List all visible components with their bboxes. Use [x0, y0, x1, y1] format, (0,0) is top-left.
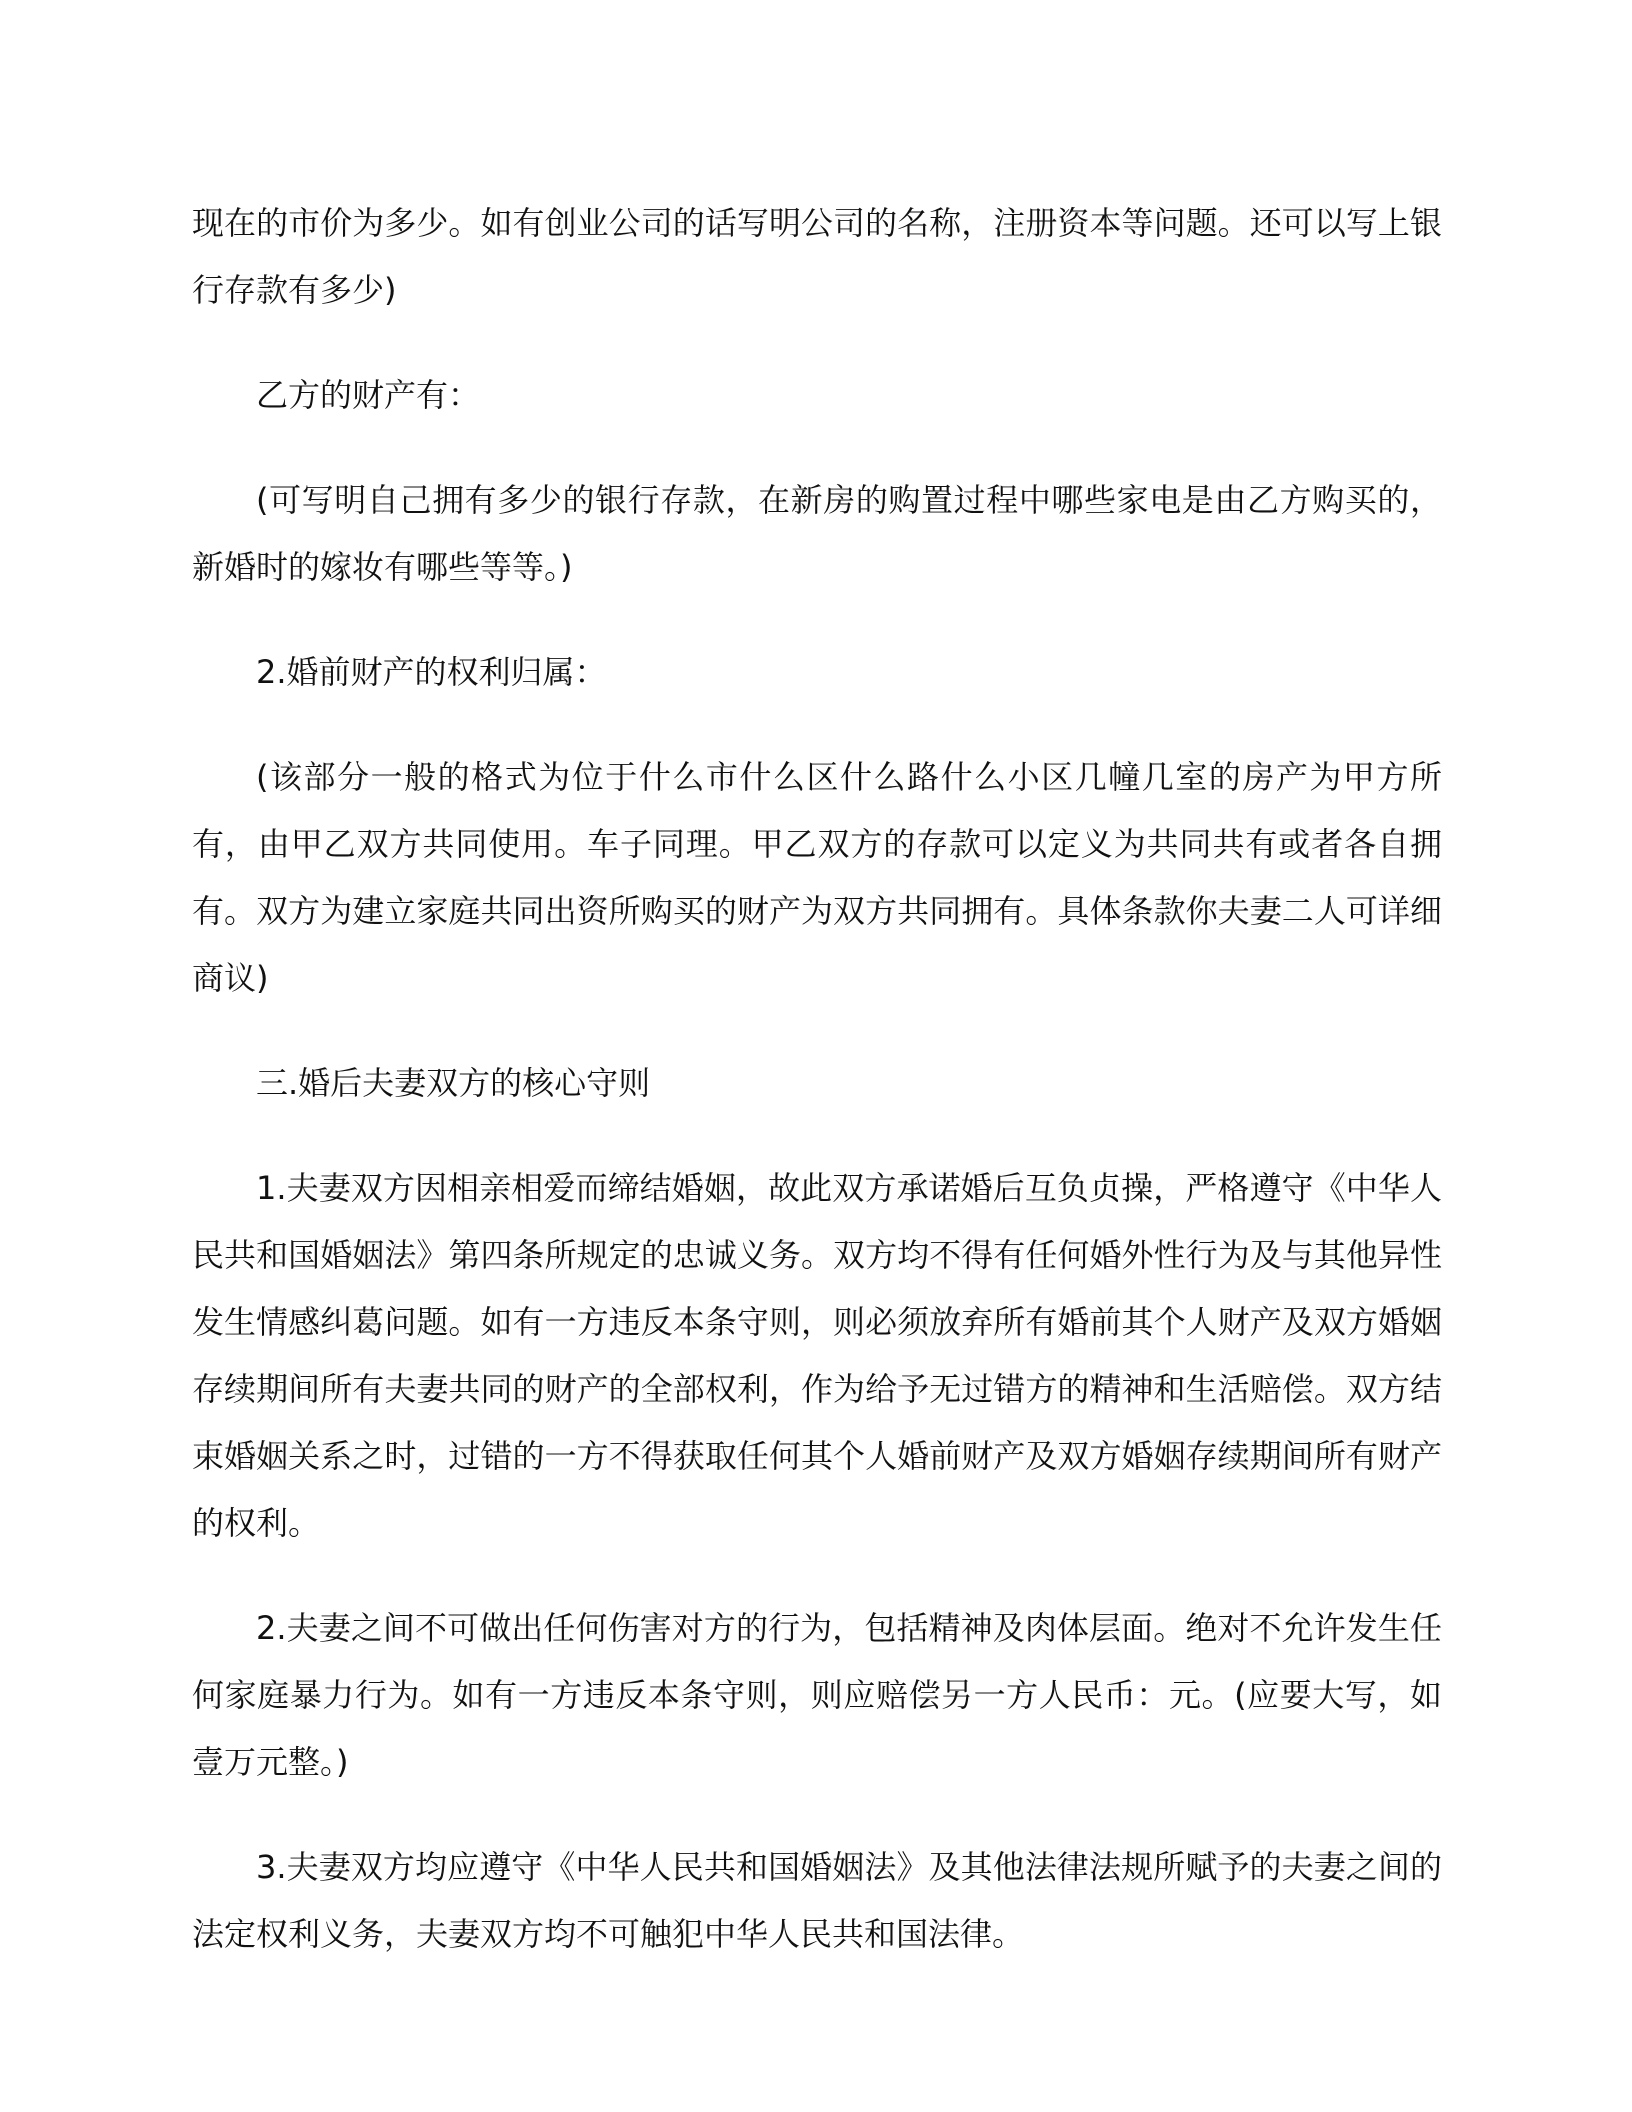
paragraph-party-b-assets-heading: 乙方的财产有：: [256, 376, 481, 414]
paragraph-rule-1: 1.夫妻双方因相亲相爱而缔结婚姻，故此双方承诺婚后互负贞操，严格遵守《中华人民共和国婚姻法》第四条所规定的忠诚义务。双方均不得有任何婚外性行为及与其他异性发生情感纠葛问题。如有一方违反本条守则，则必须放弃所有婚前其个人财产及双方婚姻存续期间所有夫妻共同的财产的全部权利，作为给予无过错方的精神和生活赔偿。双方结束婚姻关系之时，过错的一方不得获取任何其个人婚前财产及双方婚姻存续期间所有财产的权利。: [192, 1169, 1442, 1542]
paragraph-ownership-heading: 2.婚前财产的权利归属：: [256, 653, 607, 691]
paragraph-rule-2: 2.夫妻之间不可做出任何伤害对方的行为，包括精神及肉体层面。绝对不允许发生任何家庭暴力行为。如有一方违反本条守则，则应赔偿另一方人民币：元。(应要大写，如壹万元整。): [192, 1609, 1442, 1781]
paragraph-continuation: 现在的市价为多少。如有创业公司的话写明公司的名称，注册资本等问题。还可以写上银行存款有多少): [192, 204, 1442, 309]
paragraph-ownership-note: (该部分一般的格式为位于什么市什么区什么路什么小区几幢几室的房产为甲方所有，由甲乙双方共同使用。车子同理。甲乙双方的存款可以定义为共同共有或者各自拥有。双方为建立家庭共同出资所购买的财产为双方共同拥有。具体条款你夫妻二人可详细商议): [192, 758, 1442, 997]
document-body: [192, 190, 1442, 2006]
paragraph-party-b-assets-note: (可写明自己拥有多少的银行存款，在新房的购置过程中哪些家电是由乙方购买的，新婚时的嫁妆有哪些等等。): [192, 481, 1442, 586]
section-heading-core-rules: 三.婚后夫妻双方的核心守则: [256, 1064, 651, 1102]
paragraph-rule-3: 3.夫妻双方均应遵守《中华人民共和国婚姻法》及其他法律法规所赋予的夫妻之间的法定权利义务，夫妻双方均不可触犯中华人民共和国法律。: [192, 1848, 1442, 1953]
